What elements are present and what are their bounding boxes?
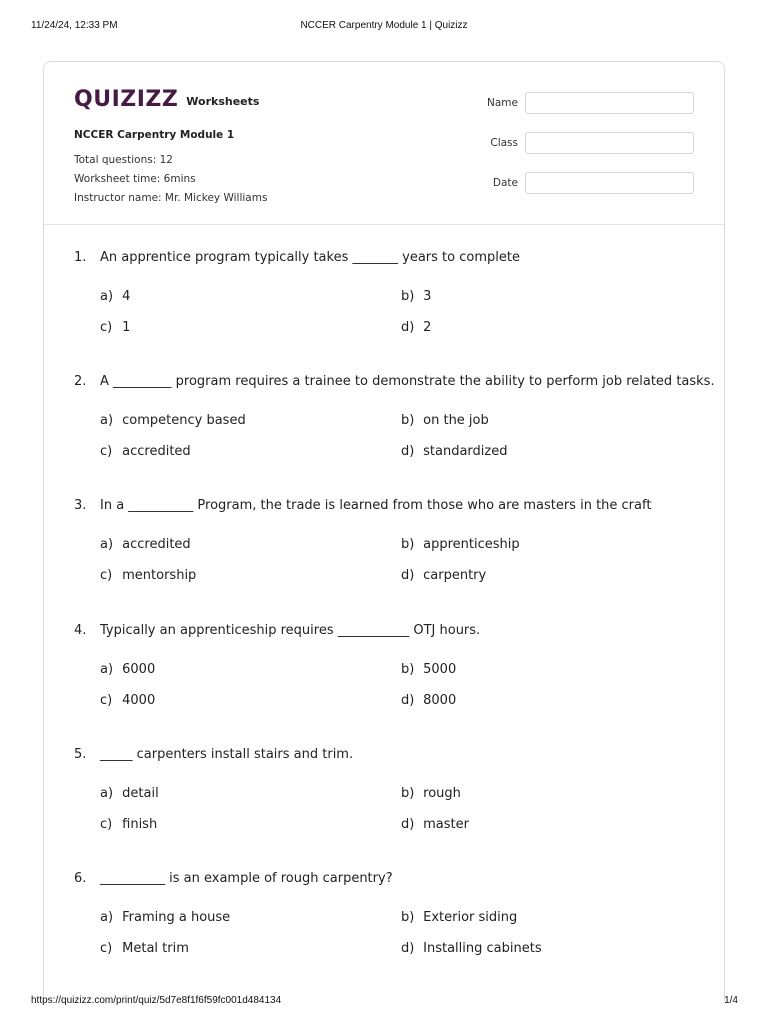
- option-letter: b): [401, 910, 415, 925]
- option-d[interactable]: [401, 941, 542, 956]
- option-a[interactable]: [100, 537, 191, 552]
- class-label: Class: [490, 137, 518, 149]
- option-d[interactable]: [401, 568, 486, 583]
- option-text: 5000: [423, 662, 457, 677]
- option-text: Metal trim: [122, 941, 189, 956]
- option-c[interactable]: [100, 817, 157, 832]
- option-letter: b): [401, 662, 415, 677]
- option-text: finish: [122, 817, 158, 832]
- option-text: detail: [122, 786, 159, 801]
- worksheet-title: NCCER Carpentry Module 1: [74, 129, 235, 141]
- option-text: competency based: [122, 413, 246, 428]
- option-a[interactable]: [100, 662, 155, 677]
- print-url: https://quizizz.com/print/quiz/5d7e8f1f6f59fc001d484134: [31, 995, 282, 1006]
- option-text: Exterior siding: [423, 910, 518, 925]
- option-letter: b): [401, 413, 415, 428]
- option-text: rough: [423, 786, 461, 801]
- question-text: Typically an apprenticeship requires ___________ OTJ hours.: [100, 623, 481, 638]
- option-c[interactable]: [100, 568, 196, 583]
- option-letter: d): [401, 693, 415, 708]
- option-c[interactable]: [100, 693, 155, 708]
- print-page-title: NCCER Carpentry Module 1 | Quizizz: [300, 20, 468, 31]
- name-field-row: [474, 92, 696, 116]
- option-letter: a): [100, 289, 114, 304]
- option-text: 6000: [122, 662, 156, 677]
- option-b[interactable]: [401, 413, 489, 428]
- name-input[interactable]: [525, 92, 694, 114]
- option-text: apprenticeship: [423, 537, 520, 552]
- option-letter: a): [100, 662, 114, 677]
- option-d[interactable]: [401, 444, 508, 459]
- option-d[interactable]: [401, 817, 469, 832]
- option-letter: c): [100, 568, 113, 583]
- option-letter: d): [401, 444, 415, 459]
- option-b[interactable]: [401, 537, 520, 552]
- worksheets-label: Worksheets: [186, 95, 260, 108]
- option-letter: a): [100, 413, 114, 428]
- option-letter: d): [401, 817, 415, 832]
- option-text: 1: [122, 320, 131, 335]
- option-letter: c): [100, 320, 113, 335]
- option-d[interactable]: [401, 320, 431, 335]
- option-a[interactable]: [100, 786, 159, 801]
- question-number: 2.: [74, 374, 87, 389]
- option-letter: a): [100, 910, 114, 925]
- option-letter: a): [100, 537, 114, 552]
- option-text: master: [423, 817, 469, 832]
- worksheet-time: Worksheet time: 6mins: [74, 173, 196, 185]
- option-letter: c): [100, 693, 113, 708]
- question-text: A _________ program requires a trainee to demonstrate the ability to perform job related tasks.: [100, 374, 715, 389]
- option-a[interactable]: [100, 413, 246, 428]
- question-number: 1.: [74, 250, 87, 265]
- option-letter: c): [100, 817, 113, 832]
- option-letter: d): [401, 941, 415, 956]
- option-b[interactable]: [401, 910, 517, 925]
- question-text: In a __________ Program, the trade is learned from those who are masters in the craft: [100, 498, 652, 513]
- option-b[interactable]: [401, 289, 431, 304]
- option-text: accredited: [122, 444, 191, 459]
- date-input[interactable]: [525, 172, 694, 194]
- class-field-row: [474, 132, 696, 156]
- option-text: 8000: [423, 693, 457, 708]
- option-d[interactable]: [401, 693, 456, 708]
- option-text: Installing cabinets: [423, 941, 542, 956]
- option-b[interactable]: [401, 786, 461, 801]
- print-datetime: 11/24/24, 12:33 PM: [31, 20, 118, 31]
- option-text: mentorship: [122, 568, 197, 583]
- question-number: 6.: [74, 871, 87, 886]
- name-label: Name: [487, 97, 518, 109]
- option-a[interactable]: [100, 289, 130, 304]
- print-page-number: 1/4: [724, 995, 738, 1006]
- option-text: carpentry: [423, 568, 487, 583]
- option-a[interactable]: [100, 910, 230, 925]
- worksheet-header: [44, 62, 724, 225]
- option-c[interactable]: [100, 941, 189, 956]
- date-label: Date: [492, 177, 518, 189]
- option-letter: c): [100, 444, 113, 459]
- option-text: 4000: [122, 693, 156, 708]
- question-text: __________ is an example of rough carpentry?: [100, 871, 393, 886]
- option-b[interactable]: [401, 662, 456, 677]
- option-letter: b): [401, 537, 415, 552]
- option-letter: d): [401, 568, 415, 583]
- question-text: An apprentice program typically takes _______ years to complete: [100, 250, 520, 265]
- question-number: 4.: [74, 623, 87, 638]
- quizizz-logo: QUIZIZZ: [74, 87, 179, 112]
- question-text: _____ carpenters install stairs and trim.: [100, 747, 354, 762]
- class-input[interactable]: [525, 132, 694, 154]
- option-letter: a): [100, 786, 114, 801]
- question-number: 5.: [74, 747, 87, 762]
- total-questions: Total questions: 12: [74, 154, 173, 166]
- option-letter: b): [401, 289, 415, 304]
- option-text: accredited: [122, 537, 191, 552]
- option-text: standardized: [423, 444, 508, 459]
- option-c[interactable]: [100, 320, 130, 335]
- worksheet-card: [43, 61, 725, 1001]
- option-letter: d): [401, 320, 415, 335]
- date-field-row: [474, 172, 696, 196]
- option-text: 3: [423, 289, 432, 304]
- worksheet-meta: [74, 126, 267, 208]
- option-text: Framing a house: [122, 910, 231, 925]
- option-c[interactable]: [100, 444, 191, 459]
- instructor-name: Instructor name: Mr. Mickey Williams: [74, 192, 268, 204]
- option-text: 4: [122, 289, 131, 304]
- question-number: 3.: [74, 498, 87, 513]
- option-text: 2: [423, 320, 432, 335]
- option-letter: c): [100, 941, 113, 956]
- option-text: on the job: [423, 413, 489, 428]
- brand: [74, 86, 259, 112]
- option-letter: b): [401, 786, 415, 801]
